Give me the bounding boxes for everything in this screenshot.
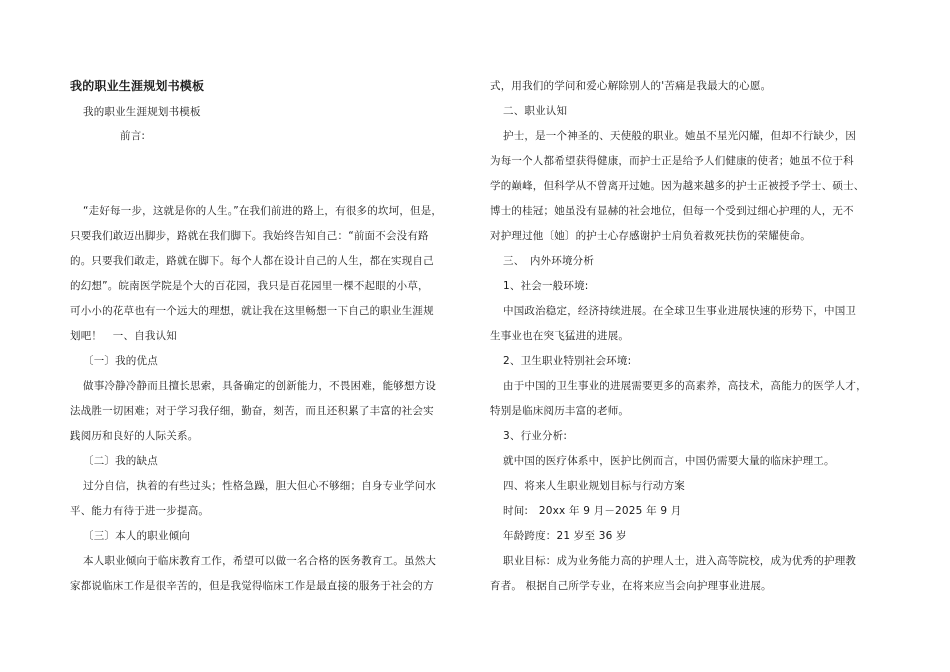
subsection-heading: 3、行业分析:: [503, 430, 568, 442]
text-line: 可小小的花草也有一个远大的理想，就让我在这里畅想一下自己的职业生涯规: [70, 305, 434, 317]
text-line: 划吧！ 一、自我认知: [70, 330, 177, 342]
right-column: [490, 0, 890, 672]
text-line: 护士，是一个神圣的、天使般的职业。她虽不星光闪耀，但却不行缺少，因: [503, 130, 857, 142]
text-line: 的。只要我们敢走，路就在脚下。每个人都在设计自己的人生，都在实现自己: [70, 255, 434, 267]
text-line: 只要我们敢迈出脚步，路就在我们脚下。我始终告知自己：“前面不会没有路: [70, 230, 429, 242]
text-line: 式，用我们的学问和爱心解除别人的'苦痛是我最大的心愿。: [490, 80, 772, 92]
text-line: “走好每一步，这就是你的人生。”在我们前进的路上，有很多的坎坷，但是，: [83, 205, 443, 217]
text-line: 职业目标：成为业务能力高的护理人士，进入高等院校，成为优秀的护理教: [503, 555, 857, 567]
text-line: 践阅历和良好的人际关系。: [70, 430, 199, 442]
section-heading: 四、将来人生职业规划目标与行动方案: [503, 480, 685, 492]
text-line: 博士的桂冠；她虽没有显赫的社会地位，但每一个受到过细心护理的人，无不: [490, 205, 854, 217]
text-line: 生事业也在突飞猛进的进展。: [490, 330, 630, 342]
text-line: 特别是临床阅历丰富的老师。: [490, 405, 630, 417]
text-line: 学的巅峰，但科学从不曾离开过她。因为越来越多的护士正被授予学士、硕士、: [490, 180, 865, 192]
preface-heading: 前言:: [120, 130, 146, 142]
text-line: 为每一个人都希望获得健康，而护士正是给予人们健康的使者；她虽不位于科: [490, 155, 854, 167]
text-line: 本人职业倾向于临床教育工作，希望可以做一名合格的医务教育工。虽然大: [83, 555, 437, 567]
text-line: 中国政治稳定，经济持续进展。在全球卫生事业进展快速的形势下，中国卫: [503, 305, 857, 317]
subsection-heading: 2、卫生职业特别社会环境:: [503, 355, 632, 367]
left-column: [70, 0, 470, 672]
section-heading: 〔三〕本人的职业倾向: [83, 530, 190, 542]
section-heading: 二、职业认知: [503, 105, 568, 117]
text-line: 就中国的医疗体系中，医护比例而言，中国仍需要大量的临床护理工。: [503, 455, 835, 467]
document-title: 我的职业生涯规划书模板: [70, 79, 205, 93]
section-heading: 〔一〕我的优点: [83, 355, 158, 367]
text-line: 过分自信，执着的有些过头；性格急躁，胆大但心不够细；自身专业学问水: [83, 480, 437, 492]
text-line: 平、能力有待于进一步提高。: [70, 505, 210, 517]
text-line: 育者。 根据自己所学专业，在将来应当会向护理事业进展。: [490, 580, 772, 592]
subtitle: 我的职业生涯规划书模板: [83, 106, 201, 118]
subsection-heading: 1、社会一般环境:: [503, 280, 589, 292]
text-line: 做事冷静冷静而且擅长思索，具备确定的创新能力，不畏困难，能够想方设: [83, 380, 437, 392]
section-heading: 〔二〕我的缺点: [83, 455, 158, 467]
text-line: 对护理过他〔她〕的护士心存感谢护士肩负着救死扶伤的荣耀使命。: [490, 230, 811, 242]
text-line: 年龄跨度：21 岁至 36 岁: [503, 530, 627, 542]
section-heading: 三、 内外环境分析: [503, 255, 595, 267]
text-line: 家都说临床工作是很辛苦的，但是我觉得临床工作是最直接的服务于社会的方: [70, 580, 434, 592]
text-line: 法战胜一切困难；对于学习我仔细，勤奋，刻苦，而且还积累了丰富的社会实: [70, 405, 434, 417]
text-line: 由于中国的卫生事业的进展需要更多的高素养，高技术，高能力的医学人才，: [503, 380, 867, 392]
text-line: 时间: 20xx 年 9 月－2025 年 9 月: [503, 505, 682, 517]
text-line: 的幻想”。皖南医学院是个大的百花园，我只是百花园里一棵不起眼的小草，: [70, 280, 429, 292]
